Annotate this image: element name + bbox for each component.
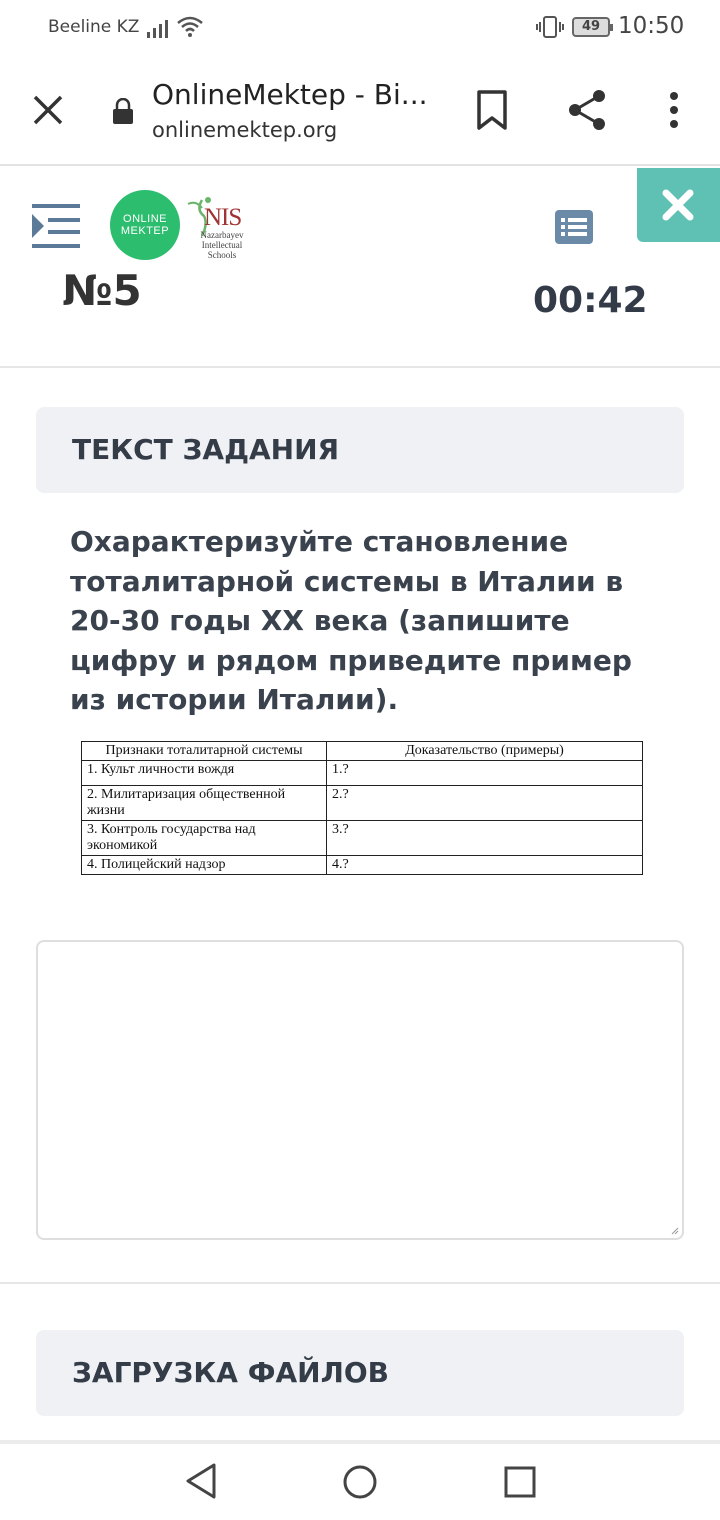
more-vert-icon[interactable] [664,90,684,130]
task-question: Охарактеризуйте становление тоталитарной системы в Италии в 20-30 годы XX века (запишите цифру и рядом приведите пример из истории Италии). [70,525,632,716]
table-cell: 1.? [327,761,643,786]
answer-textarea[interactable] [36,940,684,1240]
lock-icon [112,98,134,124]
task-list-icon[interactable] [555,210,593,244]
table-cell: 3.? [327,821,643,856]
table-row [82,856,643,875]
share-icon[interactable] [566,88,608,132]
page-title: OnlineMektep - Bi... [152,78,428,111]
close-x-icon [661,188,695,222]
table-cell: 3. Контроль государства над экономикой [82,821,327,856]
table-row [82,821,643,856]
nis-subtitle: Nazarbayev Intellectual Schools [200,230,244,260]
battery-level: 49 [572,17,610,37]
table-header-cell: Признаки тоталитарной системы [82,742,327,761]
logo-line-2: MEKTEP [120,225,170,237]
clock: 10:50 [618,13,685,39]
table-header-row [82,742,643,761]
page-url[interactable]: onlinemektep.org [152,118,338,142]
table-row [82,761,643,786]
table-cell: 2.? [327,786,643,821]
signal-icon [146,17,170,39]
close-icon[interactable] [30,92,66,128]
home-icon[interactable] [342,1464,378,1500]
nis-logo-text: NIS [204,204,242,231]
browser-toolbar [0,56,720,166]
wifi-icon [176,15,204,39]
carrier-name: Beeline KZ [48,17,140,37]
back-icon[interactable] [184,1462,218,1500]
bookmark-icon[interactable] [476,90,508,130]
system-nav-bar [0,1440,720,1520]
close-test-button[interactable] [637,168,720,242]
status-bar [0,0,720,56]
table-cell: 1. Культ личности вождя [82,761,327,786]
site-header [0,168,720,368]
menu-collapse-icon[interactable] [30,202,82,250]
table-cell: 4.? [327,856,643,875]
file-upload-heading: ЗАГРУЗКА ФАЙЛОВ [36,1330,684,1416]
table-cell: 4. Полицейский надзор [82,856,327,875]
table-row [82,786,643,821]
table-cell: 2. Милитаризация общественной жизни [82,786,327,821]
resize-handle-icon[interactable] [671,1227,679,1235]
section-divider [0,1282,720,1284]
recent-apps-icon[interactable] [504,1466,536,1498]
task-text-heading: ТЕКСТ ЗАДАНИЯ [36,407,684,493]
vibrate-icon [536,15,564,39]
task-table [81,741,643,875]
countdown-timer: 00:42 [533,280,648,321]
task-number: №5 [62,266,142,315]
onlinemektep-logo[interactable] [110,190,180,260]
table-header-cell: Доказательство (примеры) [327,742,643,761]
logo-line-1: ONLINE [123,213,167,225]
